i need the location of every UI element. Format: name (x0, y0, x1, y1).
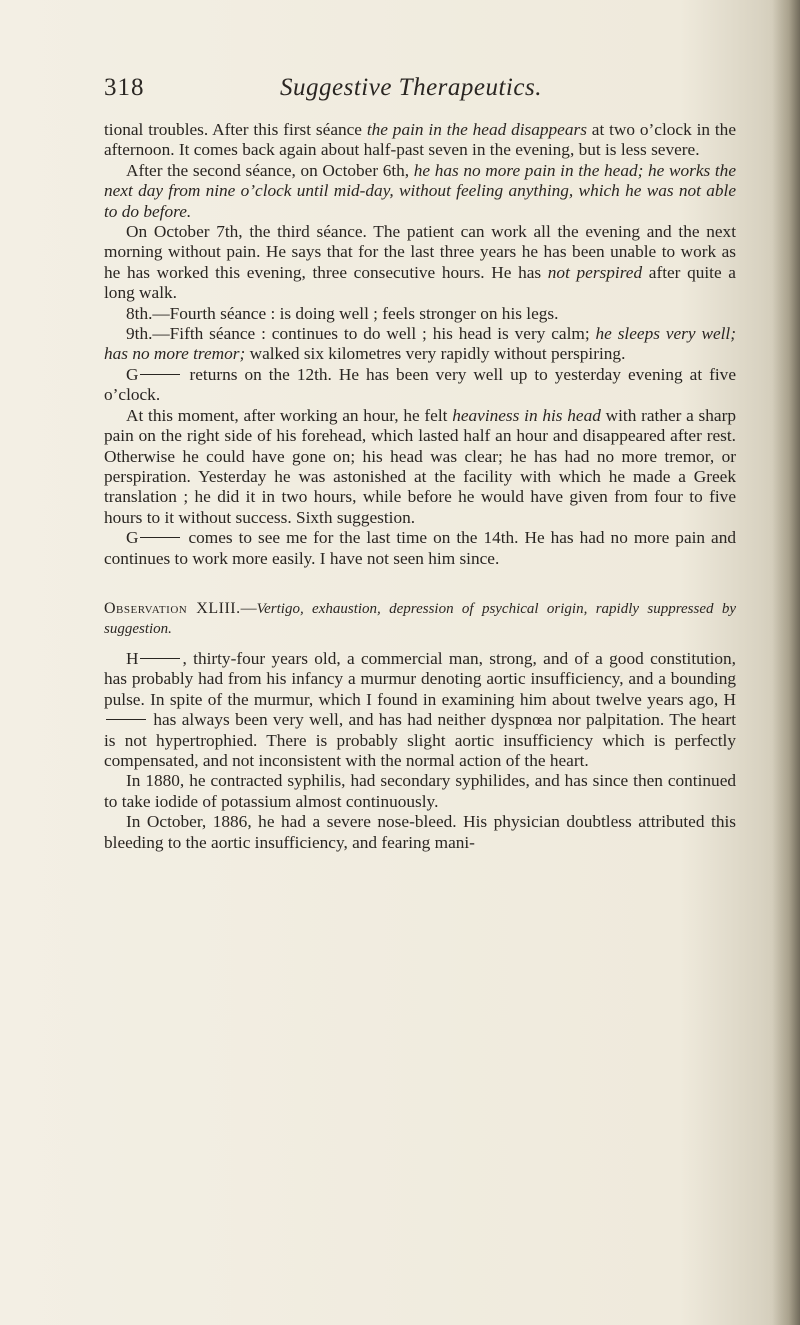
paragraph: tional troubles. After this first séance the pain in the head disappears at two o’clock in the afternoon. It comes back again about half-past seven in the evening, but is less severe. (104, 120, 736, 160)
paragraph: At this moment, after working an hour, he felt heaviness in his head with rather a sharp pain on the right side of his forehead, which lasted half an hour and disappeared after rest. Otherwise he could have gone on; his head was clear; he has had no more tremor, or perspiration. Yesterday he was astonished at the facility with which he made a Greek translation ; he did it in two hours, while before he would have given from four to five hours to it without success. Sixth suggestion. (104, 405, 736, 527)
paragraph: In October, 1886, he had a severe nose-bleed. His physician doubtless attributed this bleeding to the aortic insufficiency, and fearing mani- (104, 812, 736, 852)
observation-heading: Observation XLIII.—Vertigo, exhaustion, depression of psychical origin, rapidly suppressed by suggestion. (104, 599, 736, 637)
paragraph: G returns on the 12th. He has been very well up to yesterday evening at five o’clock. (104, 364, 736, 405)
name-dash (140, 537, 180, 538)
page-header (104, 74, 744, 114)
paragraph: 9th.—Fifth séance : continues to do well ; his head is very calm; he sleeps very well; has no more tremor; walked six kilometres very rapidly without perspiring. (104, 324, 736, 364)
paragraph: On October 7th, the third séance. The patient can work all the evening and the next morning without pain. He says that for the last three years he has been unable to work as he has worked this evening, three consecutive hours. He has not perspired after quite a long walk. (104, 222, 736, 303)
page-number: 318 (104, 74, 145, 101)
observation-title: Vertigo, exhaustion, depression of psychical origin, rapidly suppressed by suggestion. (104, 600, 736, 637)
page-edge-shadow (772, 0, 800, 1325)
paragraph: H , thirty-four years old, a commercial man, strong, and of a good constitution, has probably had from his infancy a murmur denoting aortic insufficiency, and a bounding pulse. In spite of the murmur, which I found in examining him about twelve years ago, H has always been very well, and has had neither dyspnœa nor palpitation. The heart is not hypertrophied. There is probably slight aortic insufficiency which is perfectly compensated, and not inconsistent with the normal action of the heart. (104, 648, 736, 770)
name-dash (106, 719, 146, 720)
name-dash (140, 374, 180, 375)
running-title: Suggestive Therapeutics. (280, 74, 542, 101)
observation-label: Observation XLIII. (104, 599, 241, 617)
paragraph: G comes to see me for the last time on the 14th. He has had no more pain and continues to work more easily. I have not seen him since. (104, 528, 736, 568)
page-body (104, 120, 736, 853)
paragraph: 8th.—Fourth séance : is doing well ; feels stronger on his legs. (126, 303, 559, 323)
paragraph: After the second séance, on October 6th, he has no more pain in the head; he works the next day from nine o’clock until mid-day, without feeling anything, which he was not able to do before. (104, 160, 736, 221)
paragraph: In 1880, he contracted syphilis, had secondary syphilides, and has since then continued to take iodide of potassium almost continuously. (104, 771, 736, 811)
name-dash (140, 658, 180, 659)
